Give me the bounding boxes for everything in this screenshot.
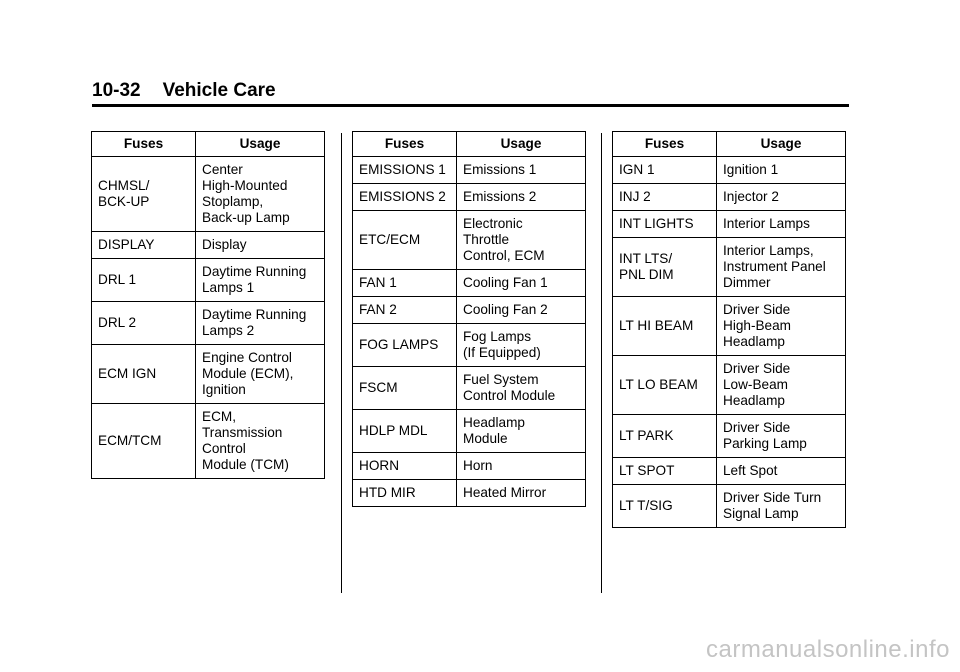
header-rule xyxy=(92,104,849,107)
fuse-usage-cell: Emissions 1 xyxy=(457,157,586,184)
table-row xyxy=(353,410,586,453)
table-row xyxy=(353,157,586,184)
fuse-usage-cell: Driver Side Parking Lamp xyxy=(717,415,846,458)
fuse-name-cell: HORN xyxy=(353,453,457,480)
fuse-usage-cell: Left Spot xyxy=(717,458,846,485)
fuse-name-cell: FSCM xyxy=(353,367,457,410)
table-row xyxy=(353,480,586,507)
fuse-usage-cell: Daytime Running Lamps 1 xyxy=(196,259,325,302)
watermark: carmanualsonline.info xyxy=(706,636,950,663)
fuse-name-cell: HTD MIR xyxy=(353,480,457,507)
table-row xyxy=(92,232,325,259)
fuse-name-cell: LT PARK xyxy=(613,415,717,458)
usage-column-header: Usage xyxy=(457,132,586,157)
table-row xyxy=(613,415,846,458)
fuse-usage-cell: Heated Mirror xyxy=(457,480,586,507)
fuse-usage-cell: Emissions 2 xyxy=(457,184,586,211)
table-row xyxy=(613,184,846,211)
table-row xyxy=(613,356,846,415)
usage-column-header: Usage xyxy=(196,132,325,157)
fuse-usage-cell: Driver Side High-Beam Headlamp xyxy=(717,297,846,356)
table-header-row xyxy=(613,132,846,157)
fuse-table-1 xyxy=(91,131,325,479)
fuse-name-cell: LT LO BEAM xyxy=(613,356,717,415)
fuse-usage-cell: Headlamp Module xyxy=(457,410,586,453)
fuse-name-cell: FOG LAMPS xyxy=(353,324,457,367)
table-row xyxy=(613,157,846,184)
fuse-name-cell: DRL 1 xyxy=(92,259,196,302)
fuse-name-cell: DISPLAY xyxy=(92,232,196,259)
fuse-usage-cell: Driver Side Low-Beam Headlamp xyxy=(717,356,846,415)
fuse-usage-cell: Horn xyxy=(457,453,586,480)
fuse-name-cell: LT T/SIG xyxy=(613,485,717,528)
table-row xyxy=(613,458,846,485)
page-number: 10-32 xyxy=(92,80,141,101)
fuse-name-cell: IGN 1 xyxy=(613,157,717,184)
fuses-column-header: Fuses xyxy=(92,132,196,157)
table-row xyxy=(353,367,586,410)
column-divider xyxy=(341,133,342,593)
fuse-name-cell: CHMSL/ BCK-UP xyxy=(92,157,196,232)
fuse-usage-cell: Interior Lamps xyxy=(717,211,846,238)
fuses-column-header: Fuses xyxy=(613,132,717,157)
fuse-name-cell: LT HI BEAM xyxy=(613,297,717,356)
table-row xyxy=(353,324,586,367)
fuse-name-cell: ETC/ECM xyxy=(353,211,457,270)
fuse-usage-cell: Fog Lamps (If Equipped) xyxy=(457,324,586,367)
table-row xyxy=(613,238,846,297)
table-row xyxy=(613,485,846,528)
fuse-usage-cell: Daytime Running Lamps 2 xyxy=(196,302,325,345)
fuse-name-cell: ECM/TCM xyxy=(92,404,196,479)
fuse-usage-cell: Cooling Fan 1 xyxy=(457,270,586,297)
fuses-column-header: Fuses xyxy=(353,132,457,157)
fuse-usage-cell: Electronic Throttle Control, ECM xyxy=(457,211,586,270)
fuse-usage-cell: Center High-Mounted Stoplamp, Back-up Lamp xyxy=(196,157,325,232)
fuse-usage-cell: Engine Control Module (ECM), Ignition xyxy=(196,345,325,404)
table-row xyxy=(353,270,586,297)
fuse-usage-cell: Cooling Fan 2 xyxy=(457,297,586,324)
table-row xyxy=(92,259,325,302)
fuse-usage-cell: Driver Side Turn Signal Lamp xyxy=(717,485,846,528)
fuse-name-cell: LT SPOT xyxy=(613,458,717,485)
table-row xyxy=(353,297,586,324)
fuse-name-cell: HDLP MDL xyxy=(353,410,457,453)
fuse-usage-cell: Injector 2 xyxy=(717,184,846,211)
table-row xyxy=(92,345,325,404)
column-divider xyxy=(601,133,602,593)
usage-column-header: Usage xyxy=(717,132,846,157)
table-row xyxy=(92,302,325,345)
table-row xyxy=(353,453,586,480)
fuse-name-cell: EMISSIONS 1 xyxy=(353,157,457,184)
fuse-name-cell: INT LIGHTS xyxy=(613,211,717,238)
fuse-usage-cell: ECM, Transmission Control Module (TCM) xyxy=(196,404,325,479)
section-title: Vehicle Care xyxy=(162,80,276,101)
fuse-usage-cell: Fuel System Control Module xyxy=(457,367,586,410)
fuse-name-cell: INT LTS/ PNL DIM xyxy=(613,238,717,297)
fuse-table-3 xyxy=(612,131,846,528)
table-row xyxy=(353,184,586,211)
table-header-row xyxy=(353,132,586,157)
page-header xyxy=(92,80,276,102)
fuse-usage-cell: Interior Lamps, Instrument Panel Dimmer xyxy=(717,238,846,297)
fuse-table-2 xyxy=(352,131,586,507)
table-row xyxy=(353,211,586,270)
table-row xyxy=(613,211,846,238)
fuse-name-cell: INJ 2 xyxy=(613,184,717,211)
fuse-name-cell: FAN 1 xyxy=(353,270,457,297)
table-row xyxy=(92,404,325,479)
fuse-name-cell: EMISSIONS 2 xyxy=(353,184,457,211)
table-row xyxy=(92,157,325,232)
table-header-row xyxy=(92,132,325,157)
fuse-name-cell: ECM IGN xyxy=(92,345,196,404)
fuse-name-cell: DRL 2 xyxy=(92,302,196,345)
fuse-usage-cell: Display xyxy=(196,232,325,259)
table-row xyxy=(613,297,846,356)
fuse-usage-cell: Ignition 1 xyxy=(717,157,846,184)
fuse-name-cell: FAN 2 xyxy=(353,297,457,324)
